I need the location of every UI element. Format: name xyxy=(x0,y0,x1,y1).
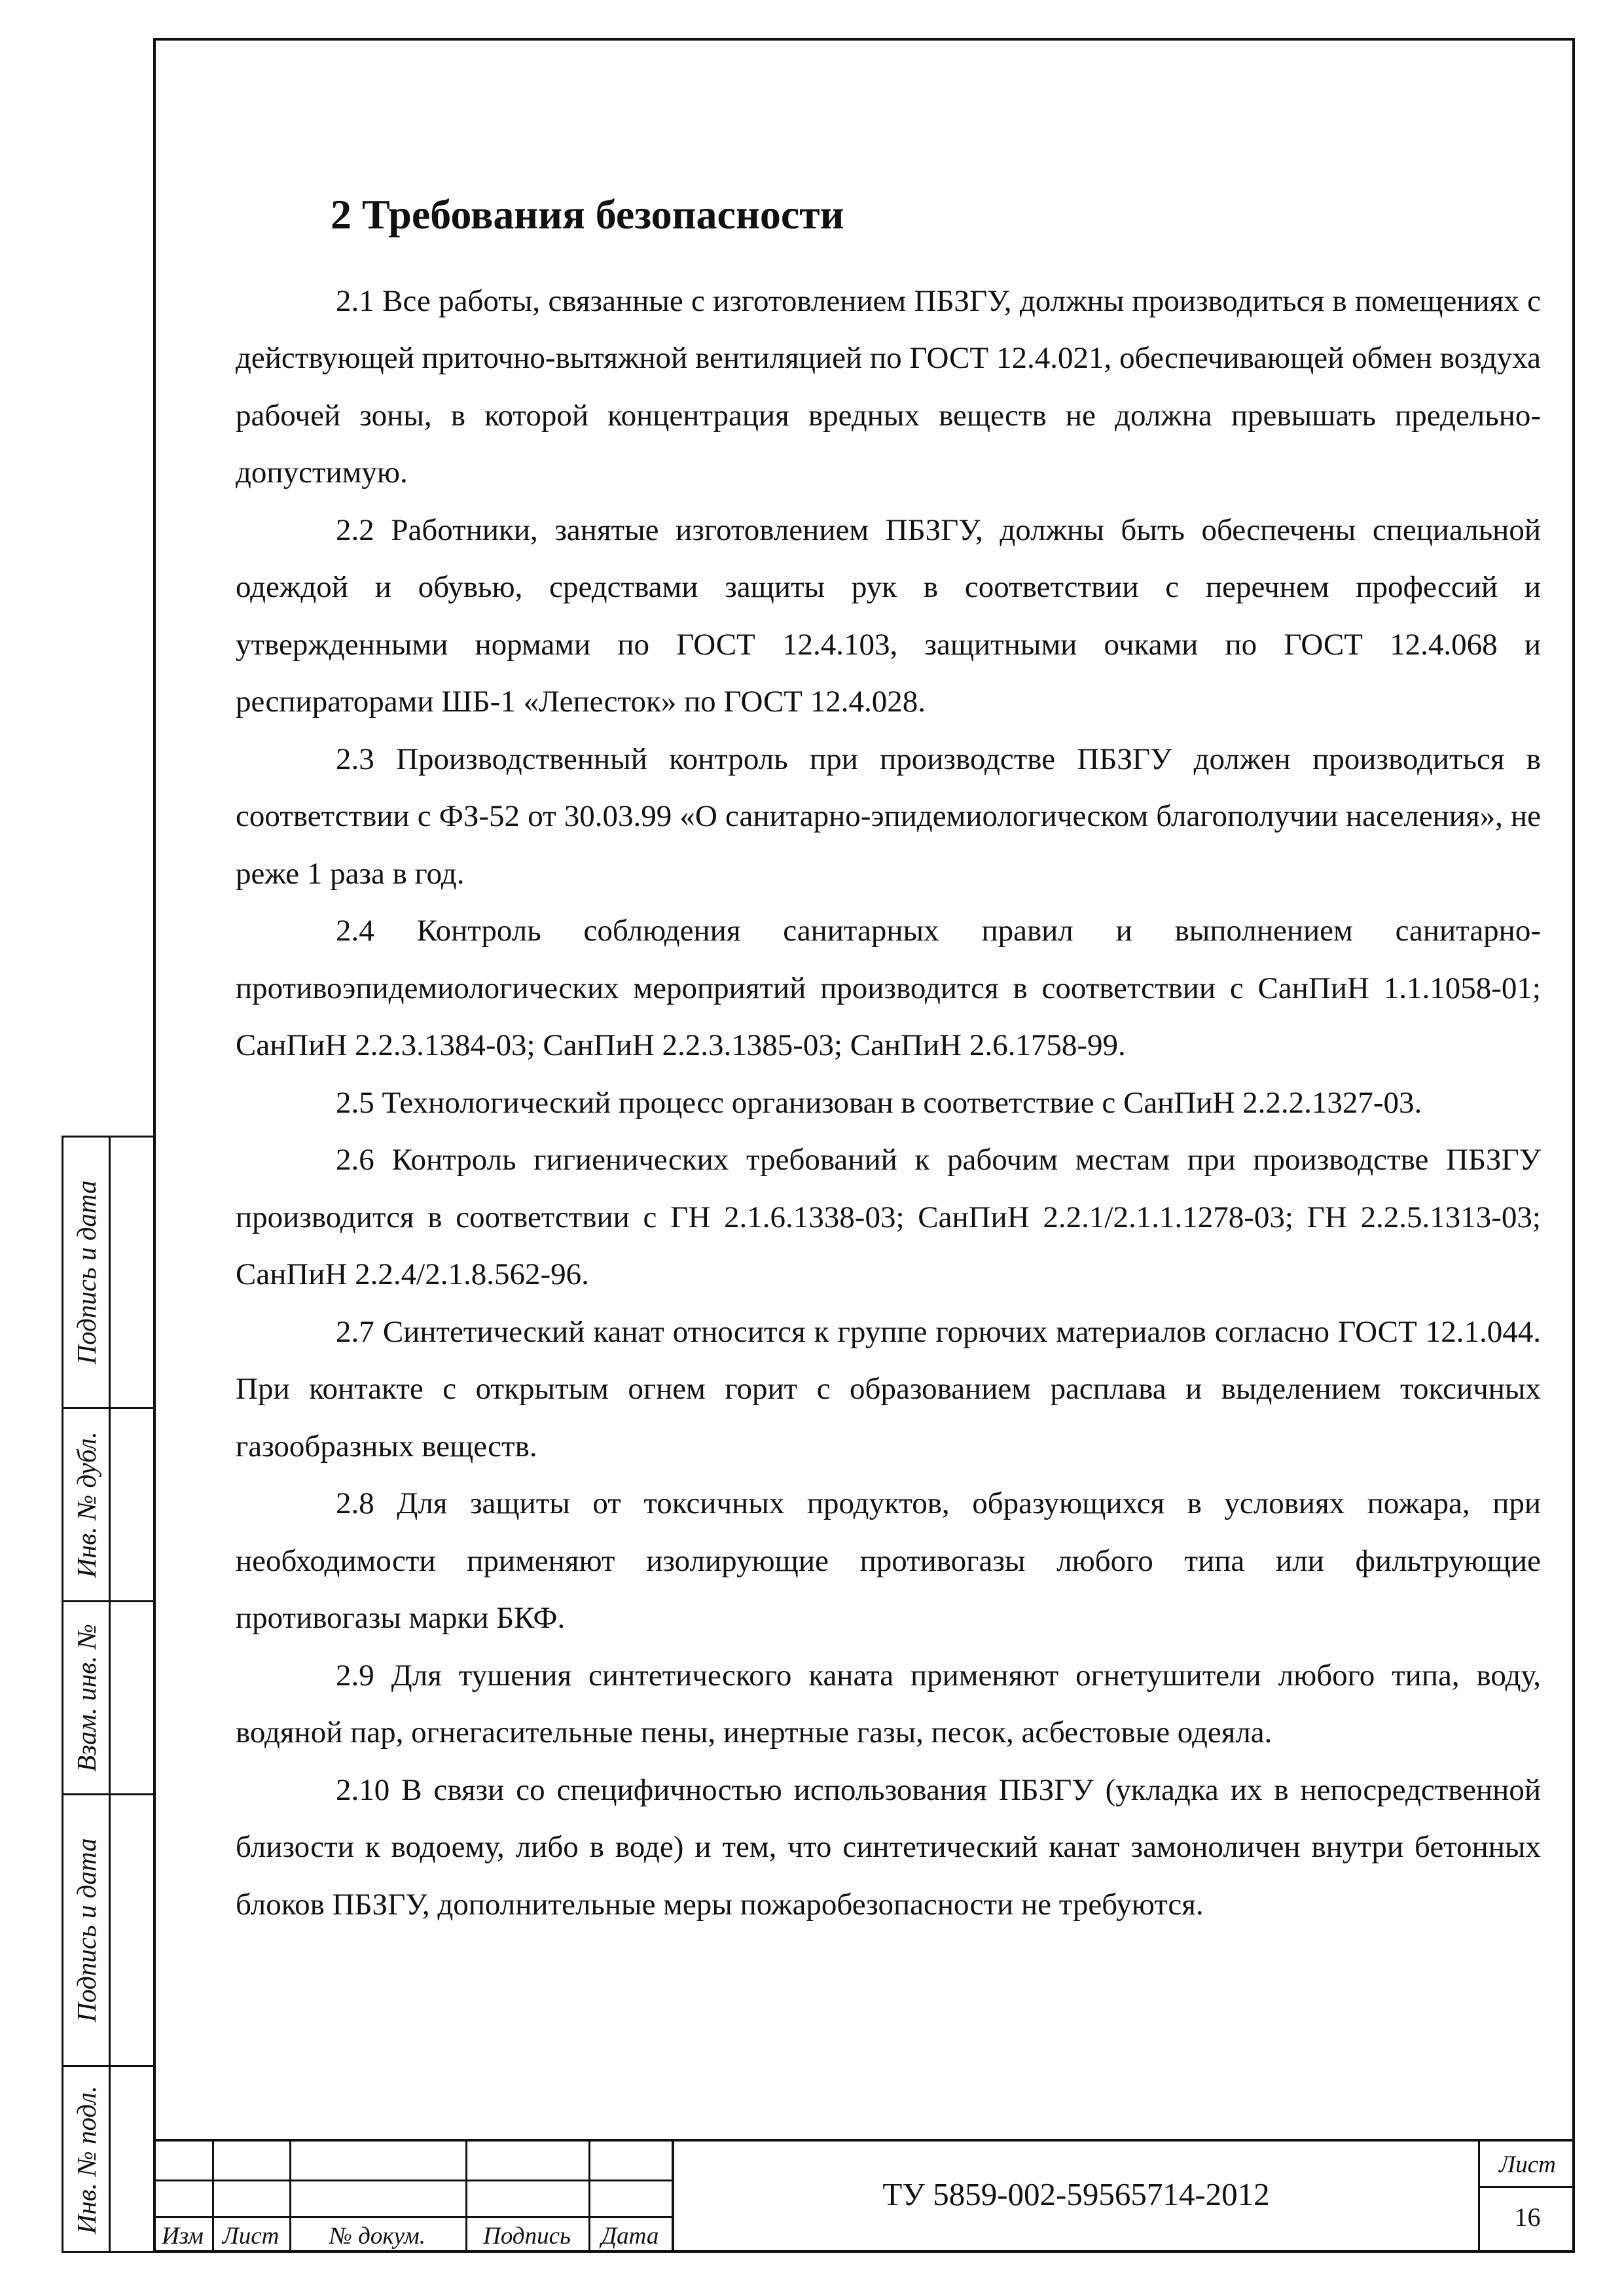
sheet-label: Лист xyxy=(1499,2151,1556,2178)
side-label-replace-inv: Взам. инв. № xyxy=(71,1623,101,1772)
label-signature: Подпись xyxy=(483,2223,571,2250)
side-label-signature-date-1: Подпись и дата xyxy=(71,1180,101,1365)
paragraph-2-2: 2.2 Работники, занятые изготовлением ПБЗГУ, должны быть обеспечены специальной одеждой и обувью, средствами защиты рук в соответствии с перечнем профессий и утвержденными нормами по ГОСТ 12.4.103, защитными очками по ГОСТ 12.4.068 и респираторами ШБ-1 «Лепесток» по ГОСТ 12.4.028. xyxy=(236,512,1541,719)
document-body xyxy=(236,190,1541,1933)
side-row-signature-date-2 xyxy=(63,1795,156,2067)
side-label-inv-orig: Инв. № подл. xyxy=(71,2085,101,2234)
paragraph-2-6: 2.6 Контроль гигиенических требований к рабочим местам при производстве ПБЗГУ производится в соответствии с ГН 2.1.6.1338-03; СанПиН 2.2.1/2.1.1.1278-03; ГН 2.2.5.1313-03; СанПиН 2.2.4/2.1.8.562-96. xyxy=(236,1143,1541,1292)
side-row-replace-inv xyxy=(63,1602,156,1795)
side-stamp xyxy=(62,1136,156,2253)
label-change: Изм xyxy=(162,2223,204,2250)
paragraph-2-1: 2.1 Все работы, связанные с изготовлением ПБЗГУ, должны производиться в помещениях с действующей приточно-вытяжной вентиляцией по ГОСТ 12.4.021, обеспечивающей обмен воздуха рабочей зоны, в которой концентрация вредных веществ не должна превышать предельно-допустимую. xyxy=(236,283,1541,490)
title-block xyxy=(153,2139,1575,2253)
side-row-inv-orig xyxy=(63,2067,156,2253)
side-row-signature-date-1 xyxy=(63,1138,156,1409)
paragraph-2-10: 2.10 В связи со специфичностью использования ПБЗГУ (укладка их в непосредственной близости к водоему, либо в воде) и тем, что синтетический канат замоноличен внутри бетонных блоков ПБЗГУ, дополнительные меры пожаробезопасности не требуются. xyxy=(236,1772,1541,1922)
section-heading: 2 Требования безопасности xyxy=(331,191,844,238)
side-row-inv-dup xyxy=(63,1409,156,1602)
paragraph-2-8: 2.8 Для защиты от токсичных продуктов, образующихся в условиях пожара, при необходимости применяют изолирующие противогазы любого типа или фильтрующие противогазы марки БКФ. xyxy=(236,1486,1541,1636)
label-doc-number: № докум. xyxy=(329,2223,426,2250)
side-label-inv-dup: Инв. № дубл. xyxy=(71,1431,101,1578)
paragraph-2-9: 2.9 Для тушения синтетического каната применяют огнетушители любого типа, воду, водяной пар, огнегасительные пены, инертные газы, песок, асбестовые одеяла. xyxy=(236,1658,1541,1750)
paragraph-2-3: 2.3 Производственный контроль при производстве ПБЗГУ должен производиться в соответствии с ФЗ-52 от 30.03.99 «О санитарно-эпидемиологическом благополучии населения», не реже 1 раза в год. xyxy=(236,742,1541,891)
document-code: ТУ 5859-002-59565714-2012 xyxy=(882,2176,1270,2212)
paragraph-2-5: 2.5 Технологический процесс организован в соответствие с СанПиН 2.2.2.1327-03. xyxy=(336,1085,1422,1120)
paragraph-2-7: 2.7 Синтетический канат относится к группе горючих материалов согласно ГОСТ 12.1.044. При контакте с открытым огнем горит с образованием расплава и выделением токсичных газообразных веществ. xyxy=(236,1314,1541,1463)
revision-grid xyxy=(153,2142,672,2253)
label-sheet-col: Лист xyxy=(222,2223,280,2250)
sheet-number: 16 xyxy=(1514,2202,1541,2232)
paragraph-2-4: 2.4 Контроль соблюдения санитарных правил и выполнением санитарно-противоэпидемиологических мероприятий производится в соответствии с СанПиН 1.1.1058-01; СанПиН 2.2.3.1384-03; СанПиН 2.2.3.1385-03; СанПиН 2.6.1758-99. xyxy=(236,914,1541,1063)
side-label-signature-date-2: Подпись и дата xyxy=(71,1838,101,2022)
sheet-box xyxy=(1478,2142,1575,2253)
label-date: Дата xyxy=(601,2223,659,2250)
